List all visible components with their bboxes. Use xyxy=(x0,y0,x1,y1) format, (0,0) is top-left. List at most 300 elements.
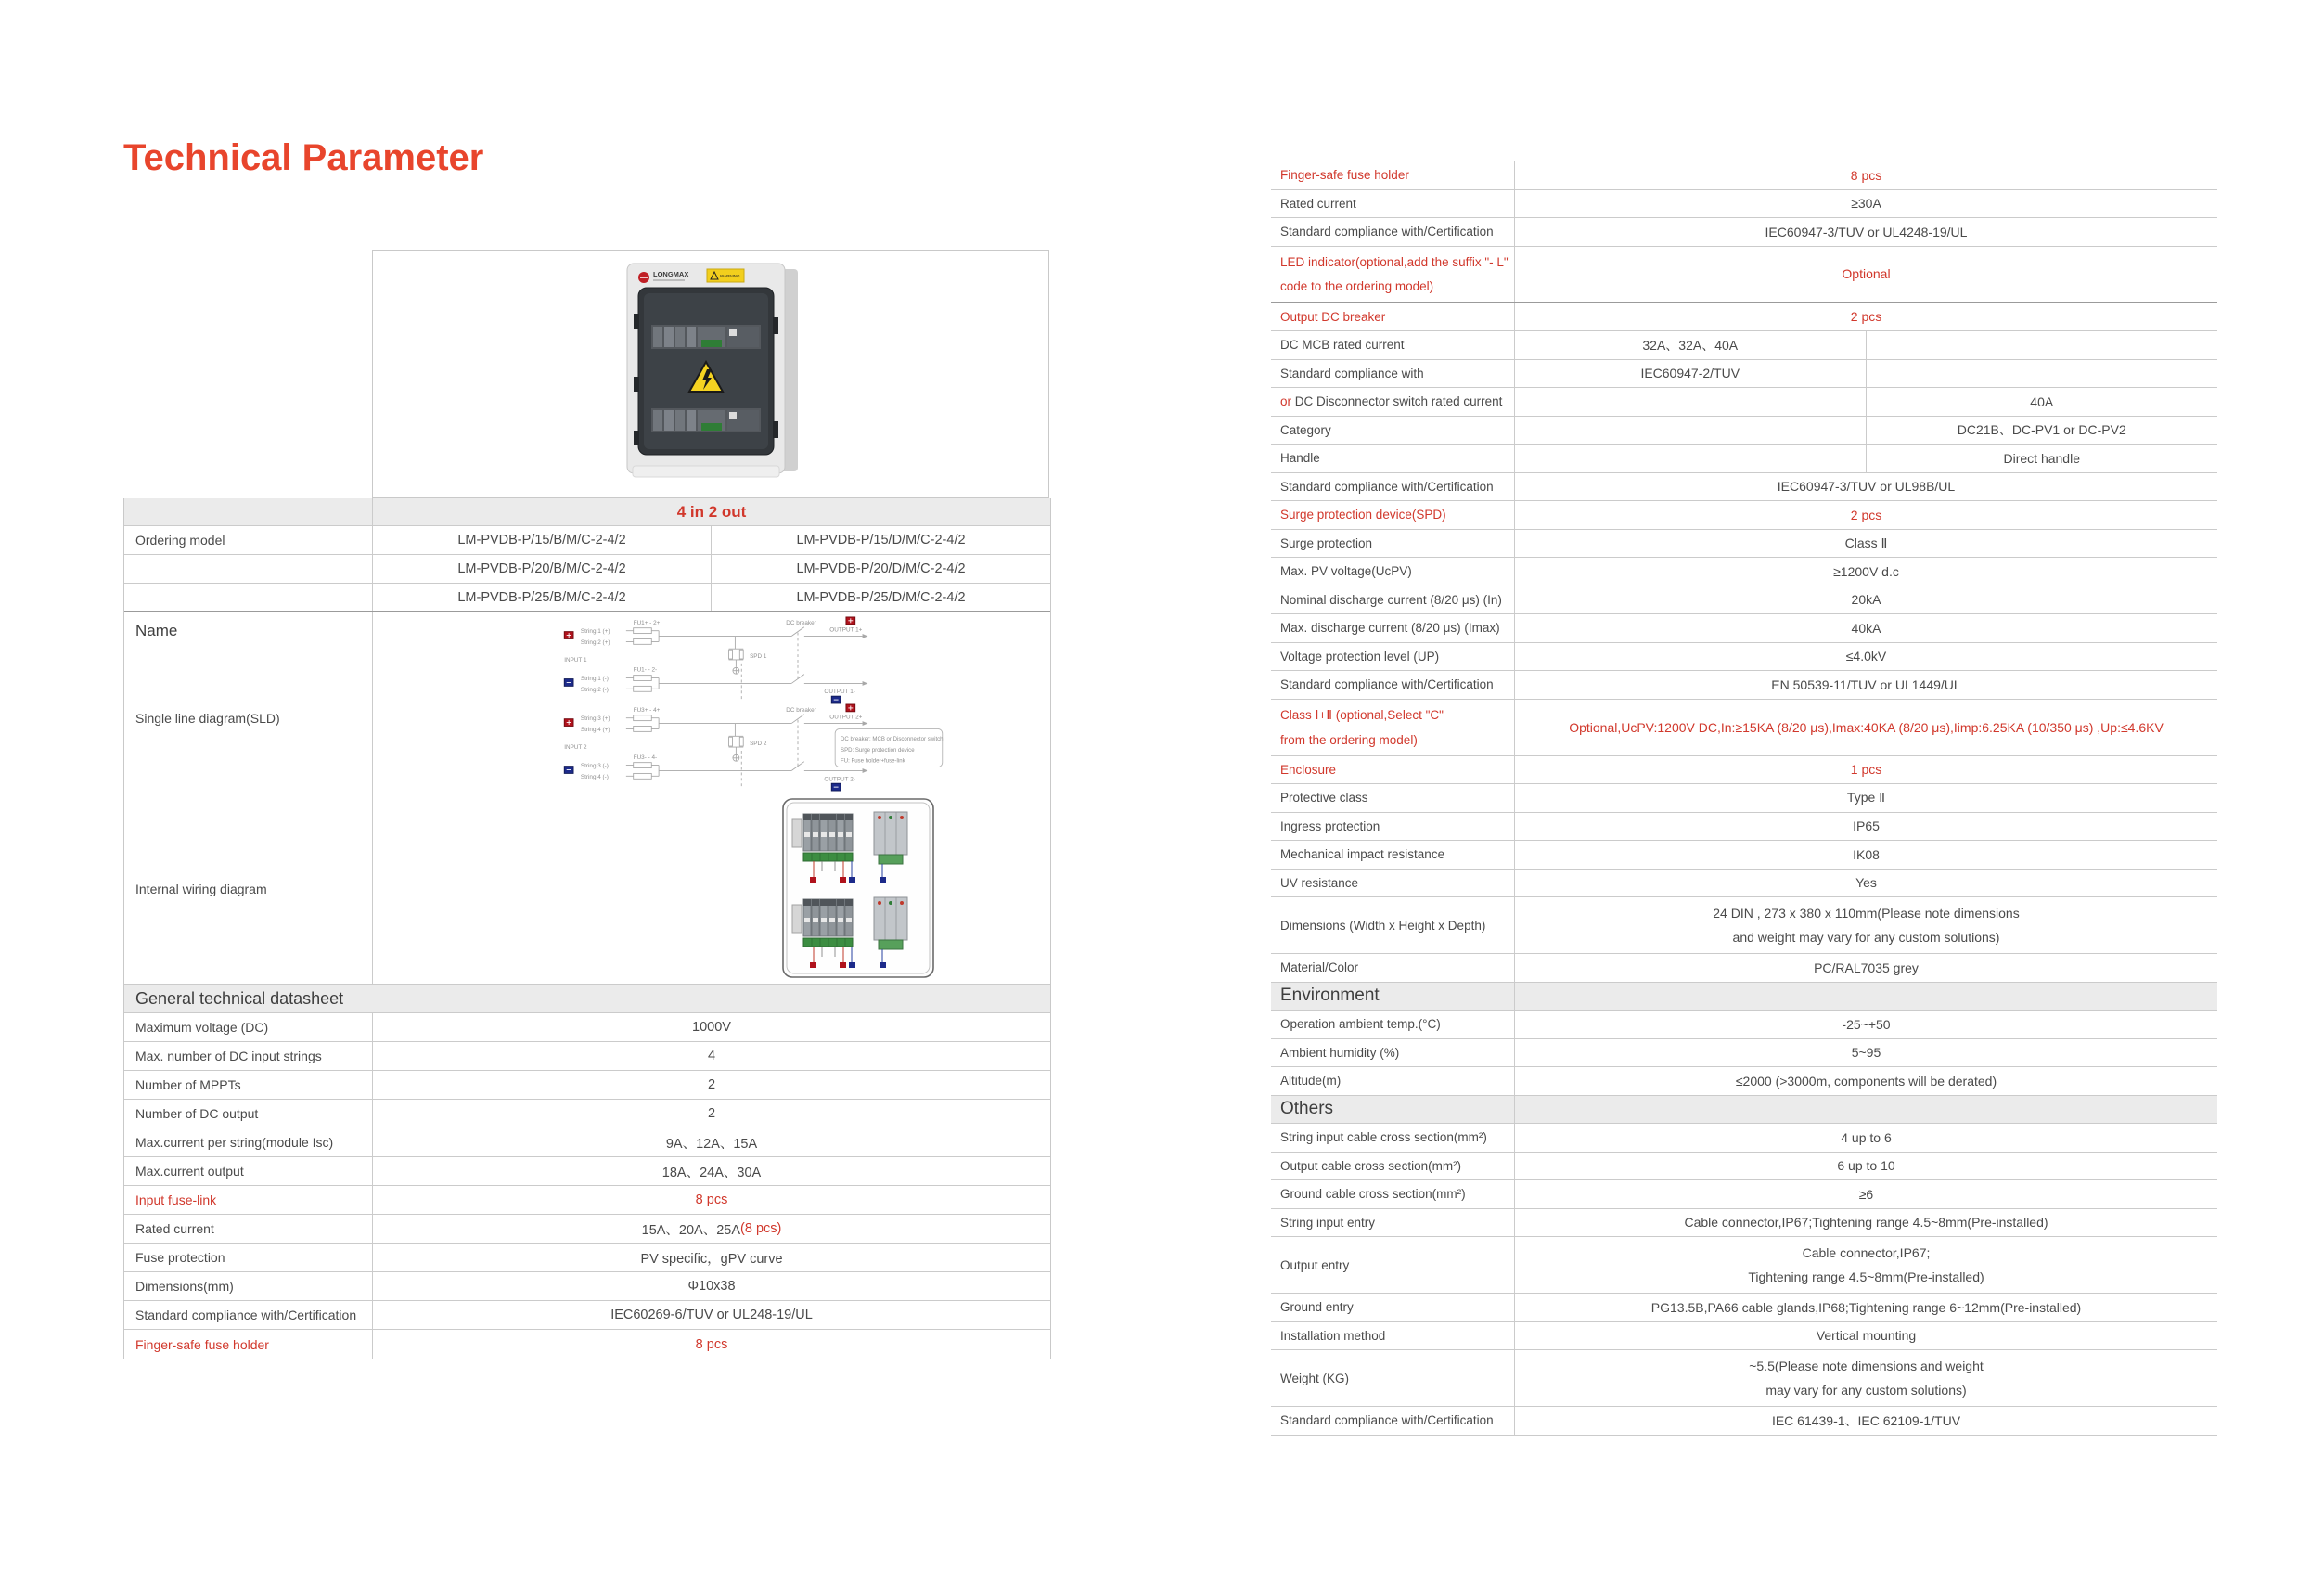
sld-input-group-1 xyxy=(564,617,867,703)
spec-label xyxy=(1271,870,1515,897)
spec-row xyxy=(1271,983,2217,1012)
spec-label-main: Standard compliance with/Certification xyxy=(1280,677,1494,692)
sld-output-pos-label: OUTPUT 2+ xyxy=(829,714,863,721)
spec-label xyxy=(1271,1180,1515,1208)
spec-label xyxy=(1271,218,1515,246)
spec-label xyxy=(1271,1322,1515,1350)
spec-row xyxy=(124,1244,1050,1272)
spec-label-main: Ground entry xyxy=(1280,1300,1354,1315)
spec-row xyxy=(1271,331,2217,360)
sld-spd-label: SPD 2 xyxy=(750,741,767,748)
sld-diagram xyxy=(559,614,948,792)
spec-value xyxy=(373,1244,1050,1271)
spec-label xyxy=(1271,813,1515,841)
spec-label-main: Class Ⅰ+Ⅱ (optional,Select "C" xyxy=(1280,707,1444,722)
breaker-row-bottom xyxy=(651,408,761,432)
spec-value-text: 2 pcs xyxy=(1850,507,1882,522)
spec-label-main: Max. PV voltage(UcPV) xyxy=(1280,564,1412,579)
spec-label-text xyxy=(1280,1300,1514,1314)
spec-value-text: Φ10x38 xyxy=(687,1279,736,1294)
sld-string-label: String 4 (+) xyxy=(580,726,610,733)
spec-label-text xyxy=(1280,1074,1514,1088)
spec-value-text: 24 DIN , 273 x 380 x 110mm(Please note dimensions xyxy=(1713,906,2020,921)
spec-label-text xyxy=(1280,451,1514,465)
product-table xyxy=(123,250,1051,1359)
spec-label-text xyxy=(1280,367,1514,380)
spec-label xyxy=(1271,247,1515,302)
spec-label-main: String input entry xyxy=(1280,1215,1376,1230)
spec-value xyxy=(373,1215,1050,1243)
spec-row xyxy=(1271,1322,2217,1351)
spec-row xyxy=(1271,1153,2217,1181)
sld-string-label: String 4 (-) xyxy=(580,773,609,780)
spec-value-text: 2 xyxy=(707,1077,716,1092)
spec-value xyxy=(1515,1350,2217,1406)
spec-value-text: 32A、32A、40A xyxy=(1642,337,1739,353)
spec-label-main: Altitude(m) xyxy=(1280,1074,1342,1089)
spec-label xyxy=(1271,331,1515,359)
spec-row xyxy=(1271,756,2217,785)
spec-label xyxy=(1271,360,1515,388)
spec-value-text: Optional,UcPV:1200V DC,In:≥15KA (8/20 μs),Imax:40KA (8/20 μs),Iimp:6.25KA (10/350 μs) ,Up:≤4.6KV xyxy=(1569,719,2164,735)
spec-value-left xyxy=(1515,417,1867,445)
spec-label xyxy=(1271,1153,1515,1180)
spec-row xyxy=(1271,417,2217,445)
spec-label xyxy=(1271,1124,1515,1152)
spec-row xyxy=(1271,586,2217,615)
spec-value-text: PV specific，gPV curve xyxy=(640,1251,783,1267)
spec-value-text: 18A、24A、30A xyxy=(661,1165,762,1180)
spec-value-suffix: (8 pcs) xyxy=(740,1221,782,1236)
spec-label-main: String input cable cross section(mm²) xyxy=(1280,1130,1487,1145)
spec-row xyxy=(1271,161,2217,190)
spec-value-left xyxy=(1515,360,1867,388)
spec-label xyxy=(1271,897,1515,953)
spec-label-text xyxy=(1280,1258,1514,1272)
spec-value-text: 8 pcs xyxy=(1850,167,1882,183)
spec-value xyxy=(373,1071,1050,1099)
sld-label: Single line diagram(SLD) xyxy=(135,711,280,726)
ordering-model-value: LM-PVDB-P/25/D/M/C-2-4/2 xyxy=(796,589,966,605)
spec-label-text: Rated current xyxy=(135,1221,214,1236)
sld-row xyxy=(124,612,1050,793)
section-title: Others xyxy=(1280,1099,1334,1119)
spec-row xyxy=(1271,1237,2217,1294)
spec-value xyxy=(1515,870,2217,897)
spec-value xyxy=(1515,530,2217,558)
spec-value-line2: may vary for any custom solutions) xyxy=(1765,1383,1967,1398)
spec-label xyxy=(124,1157,373,1185)
spec-value xyxy=(1515,1180,2217,1208)
ordering-model-value: LM-PVDB-P/20/B/M/C-2-4/2 xyxy=(373,555,712,583)
sld-string-label: String 3 (+) xyxy=(580,715,610,723)
spec-row xyxy=(1271,1350,2217,1407)
spec-label-main: Surge protection device(SPD) xyxy=(1280,508,1446,522)
spec-value xyxy=(1515,586,2217,614)
name-label: Name xyxy=(135,622,178,639)
spec-value xyxy=(373,1301,1050,1329)
spec-label-main: Ground cable cross section(mm²) xyxy=(1280,1187,1466,1202)
sld-output-neg-label: OUTPUT 1- xyxy=(824,689,855,696)
spec-label xyxy=(1271,614,1515,642)
spec-value-text: 2 xyxy=(707,1106,716,1121)
spec-value-text: Cable connector,IP67; xyxy=(1802,1245,1931,1260)
spec-value xyxy=(373,1186,1050,1214)
spec-row xyxy=(1271,1180,2217,1209)
spec-value-right xyxy=(1867,417,2218,445)
spec-row xyxy=(124,1272,1050,1301)
spec-value xyxy=(1515,1011,2217,1038)
spec-row xyxy=(124,1042,1050,1071)
spec-label-text xyxy=(1280,536,1514,550)
spec-label-text xyxy=(1280,1017,1514,1031)
spec-value xyxy=(1515,1153,2217,1180)
model-header-spacer xyxy=(124,498,373,525)
spec-label-text: Dimensions(mm) xyxy=(135,1279,234,1294)
spec-label xyxy=(1271,841,1515,869)
spec-label xyxy=(1271,586,1515,614)
spec-label xyxy=(1271,756,1515,784)
spec-label xyxy=(124,1272,373,1300)
spec-value-text: Type Ⅱ xyxy=(1846,790,1886,805)
spec-label-main: Standard compliance with/Certification xyxy=(1280,1413,1494,1428)
spec-label-main: Finger-safe fuse holder xyxy=(1280,168,1409,183)
spec-row xyxy=(124,1157,1050,1186)
spec-label-main: Operation ambient temp.(°C) xyxy=(1280,1017,1441,1032)
spec-label-main: Ingress protection xyxy=(1280,818,1380,833)
spec-value xyxy=(1515,1294,2217,1321)
spec-value-text: Vertical mounting xyxy=(1816,1328,1917,1344)
spec-value-text: IP65 xyxy=(1853,818,1880,834)
spec-label-text xyxy=(1280,1159,1514,1173)
spec-label-text xyxy=(1280,394,1514,408)
spec-label-main: Enclosure xyxy=(1280,762,1337,777)
spec-value-text: 20kA xyxy=(1851,592,1881,608)
spec-value-text: 15A、20A、25A xyxy=(641,1222,741,1238)
spec-value xyxy=(1515,614,2217,642)
spec-label xyxy=(1271,1407,1515,1435)
spec-value xyxy=(1515,756,2217,784)
spec-label-text: Fuse protection xyxy=(135,1250,225,1265)
ordering-model-label: Ordering model xyxy=(124,526,373,554)
spec-label xyxy=(124,1186,373,1214)
spec-row xyxy=(1271,870,2217,898)
spec-label xyxy=(1271,671,1515,699)
spec-row xyxy=(1271,445,2217,473)
spec-label xyxy=(124,1100,373,1128)
spec-value xyxy=(1515,161,2217,189)
spec-row xyxy=(1271,1011,2217,1039)
spec-value-text: 8 pcs xyxy=(695,1192,728,1207)
spec-label-text xyxy=(1280,564,1514,578)
spec-label xyxy=(1271,1067,1515,1095)
spec-label-text xyxy=(1280,763,1514,777)
spec-value xyxy=(1515,247,2217,302)
spec-label-text xyxy=(1280,1329,1514,1343)
spec-row xyxy=(1271,1407,2217,1436)
spec-value xyxy=(373,1157,1050,1185)
spec-value-text: IEC 61439-1、IEC 62109-1/TUV xyxy=(1771,1412,1961,1428)
ordering-model-value: LM-PVDB-P/25/B/M/C-2-4/2 xyxy=(373,584,712,611)
spec-label xyxy=(1271,1294,1515,1321)
spec-value-text: ~5.5(Please note dimensions and weight xyxy=(1749,1359,1984,1373)
spec-label-text: Finger-safe fuse holder xyxy=(135,1336,269,1352)
spec-label-text xyxy=(1280,876,1514,890)
spec-label-text xyxy=(1280,225,1514,238)
spec-value-text: IK08 xyxy=(1853,846,1880,862)
spec-row xyxy=(1271,388,2217,417)
sld-legend xyxy=(835,728,943,767)
spec-value xyxy=(373,1272,1050,1300)
spec-label-text xyxy=(1280,593,1514,607)
spec-label-text: Max. number of DC input strings xyxy=(135,1049,322,1063)
spec-label xyxy=(1271,190,1515,218)
spec-value xyxy=(373,1013,1050,1041)
sld-string-label: String 1 (+) xyxy=(580,628,610,636)
sld-spd-label: SPD 1 xyxy=(750,653,767,661)
spec-label-line2: code to the ordering model) xyxy=(1280,278,1434,293)
spec-row xyxy=(1271,473,2217,502)
spec-value-text: IEC60947-3/TUV or UL4248-19/UL xyxy=(1765,224,1968,239)
ordering-model-row xyxy=(124,555,1050,584)
spec-label xyxy=(1271,643,1515,671)
datasheet-section-header: General technical datasheet xyxy=(124,985,1050,1013)
spec-value-text: ≥1200V d.c xyxy=(1833,563,1899,579)
spec-label xyxy=(124,1013,373,1041)
warning-sticker-text: WARNING xyxy=(720,274,740,278)
spec-label-text xyxy=(1280,1372,1514,1385)
sld-output-pos-label: OUTPUT 1+ xyxy=(829,626,863,634)
spec-label-main: Output entry xyxy=(1280,1257,1350,1272)
datasheet-rows xyxy=(124,1013,1050,1359)
spec-label-main: Nominal discharge current (8/20 μs) (In) xyxy=(1280,592,1502,607)
spec-row xyxy=(1271,841,2217,870)
spec-label-text xyxy=(1280,791,1514,805)
spec-value-text: 40kA xyxy=(1851,620,1881,636)
spec-value xyxy=(373,1128,1050,1156)
spec-value-text: 4 up to 6 xyxy=(1841,1129,1892,1145)
ordering-model-value: LM-PVDB-P/15/B/M/C-2-4/2 xyxy=(373,526,712,554)
spec-value-split xyxy=(1515,331,2217,359)
spec-value-left xyxy=(1515,445,1867,472)
spec-value-split xyxy=(1515,360,2217,388)
spec-row xyxy=(1271,1209,2217,1238)
spec-label xyxy=(1271,558,1515,586)
spec-label xyxy=(1271,303,1515,331)
spec-value-text: IEC60947-3/TUV or UL98B/UL xyxy=(1777,479,1956,495)
spec-label-text xyxy=(1280,310,1514,324)
spec-value-text: 1 pcs xyxy=(1850,762,1882,778)
spec-label xyxy=(124,1042,373,1070)
spec-label-main: Output DC breaker xyxy=(1280,309,1386,324)
spec-value-text: PC/RAL7035 grey xyxy=(1814,960,1919,975)
spec-value xyxy=(1515,784,2217,812)
spec-value xyxy=(1515,954,2217,982)
spec-label-main: Protective class xyxy=(1280,791,1368,805)
model-header-row xyxy=(124,498,1050,526)
spec-row xyxy=(124,1186,1050,1215)
spec-row xyxy=(1271,247,2217,303)
spec-label xyxy=(1271,784,1515,812)
spec-value xyxy=(1515,1322,2217,1350)
spec-value-split xyxy=(1515,445,2217,472)
spec-row xyxy=(1271,558,2217,586)
sld-fuse-neg-label: FU3- - 4- xyxy=(633,754,658,761)
sld-output-neg-label: OUTPUT 2- xyxy=(824,776,855,783)
spec-label xyxy=(1271,1237,1515,1293)
spec-value-text: IEC60269-6/TUV or UL248-19/UL xyxy=(610,1308,813,1322)
spec-value-text: 2 pcs xyxy=(1850,309,1882,325)
spec-value-text: IEC60947-2/TUV xyxy=(1640,366,1740,381)
spec-value-text: DC21B、DC-PV1 or DC-PV2 xyxy=(1957,422,2126,438)
spec-value-text: ≤4.0kV xyxy=(1845,649,1887,664)
product-table-body xyxy=(123,498,1051,1359)
spec-value xyxy=(1515,1209,2217,1237)
spec-row xyxy=(1271,1039,2217,1068)
spec-value-text: 5~95 xyxy=(1851,1045,1881,1061)
product-photo-cell xyxy=(372,250,1049,498)
spec-label-text xyxy=(1280,960,1514,974)
spec-label xyxy=(124,1215,373,1243)
spec-label-text xyxy=(1280,1216,1514,1230)
ordering-model-row xyxy=(124,526,1050,555)
spec-value xyxy=(373,1100,1050,1128)
spec-value-text: PG13.5B,PA66 cable glands,IP68;Tightening range 6~12mm(Pre-installed) xyxy=(1650,1299,2082,1315)
spec-value xyxy=(373,1042,1050,1070)
spec-label xyxy=(1271,1350,1515,1406)
spec-row xyxy=(1271,700,2217,756)
spec-value-text: ≥30A xyxy=(1851,196,1881,212)
spec-label xyxy=(1271,388,1515,416)
spec-row xyxy=(1271,530,2217,559)
ordering-model-row xyxy=(124,584,1050,612)
sld-legend-line: FU: Fuse holder+fuse-link xyxy=(841,758,905,765)
spec-value-text: 9A、12A、15A xyxy=(665,1136,758,1152)
spec-row xyxy=(1271,671,2217,700)
spec-value-left xyxy=(1515,331,1867,359)
spec-label xyxy=(1271,530,1515,558)
spec-label-main: Mechanical impact resistance xyxy=(1280,847,1445,862)
sld-input-group-2 xyxy=(564,704,867,791)
spec-row xyxy=(1271,1124,2217,1153)
spec-value xyxy=(1515,1237,2217,1293)
spec-value xyxy=(1515,501,2217,529)
spec-value-text: -25~+50 xyxy=(1842,1016,1891,1032)
spec-label xyxy=(124,1330,373,1359)
spec-label-text xyxy=(1280,677,1514,691)
model-header-title: 4 in 2 out xyxy=(676,502,747,521)
spec-label-text: Maximum voltage (DC) xyxy=(135,1020,269,1035)
spec-value-text: Optional xyxy=(1842,266,1891,281)
spec-row xyxy=(1271,1067,2217,1096)
section-spacer xyxy=(1515,1096,2217,1124)
ordering-model-value: LM-PVDB-P/15/D/M/C-2-4/2 xyxy=(796,533,966,548)
brand-logo-text: LONGMAX xyxy=(653,270,689,278)
spec-label-text xyxy=(1280,819,1514,833)
spec-value-left xyxy=(1515,388,1867,416)
spec-label-main: Dimensions (Width x Height x Depth) xyxy=(1280,918,1486,933)
spec-value xyxy=(1515,1407,2217,1435)
spec-label-main: DC MCB rated current xyxy=(1280,338,1405,353)
spec-value xyxy=(1515,558,2217,586)
spec-value xyxy=(1515,1124,2217,1152)
spec-label-text xyxy=(1280,480,1514,494)
spec-label xyxy=(1271,501,1515,529)
sld-string-label: String 3 (-) xyxy=(580,763,609,770)
spec-label-text xyxy=(1280,919,1514,933)
spec-value xyxy=(1515,1039,2217,1067)
spec-value xyxy=(1515,813,2217,841)
product-photo xyxy=(590,258,831,486)
spec-row xyxy=(124,1071,1050,1100)
spec-label-text xyxy=(1280,1046,1514,1060)
sld-legend-line: DC breaker: MCB or Disconnector switch xyxy=(841,737,944,743)
section-title: Environment xyxy=(1280,986,1380,1006)
spec-label xyxy=(1271,954,1515,982)
spec-row xyxy=(124,1330,1050,1359)
spec-value xyxy=(1515,897,2217,953)
spec-label-main: UV resistance xyxy=(1280,875,1359,890)
spec-label-main: Voltage protection level (UP) xyxy=(1280,649,1440,664)
spec-label-text xyxy=(1280,168,1514,182)
spec-row xyxy=(1271,614,2217,643)
spec-row xyxy=(1271,501,2217,530)
wiring-label: Internal wiring diagram xyxy=(124,793,373,984)
ordering-model-label xyxy=(124,555,373,583)
spec-label-text: Max.current per string(module Isc) xyxy=(135,1135,334,1150)
spec-label xyxy=(124,1244,373,1271)
sld-row-label xyxy=(124,612,373,792)
spec-label xyxy=(124,1301,373,1329)
spec-row xyxy=(1271,190,2217,219)
spec-label-main: Weight (KG) xyxy=(1280,1371,1350,1385)
sld-fuse-pos-label: FU1+ - 2+ xyxy=(633,619,661,626)
spec-value-text: Class Ⅱ xyxy=(1844,535,1888,550)
spec-value xyxy=(373,1330,1050,1359)
spec-label xyxy=(1271,1011,1515,1038)
spec-value xyxy=(1515,473,2217,501)
spec-value xyxy=(1515,303,2217,331)
spec-label-text: Number of DC output xyxy=(135,1106,259,1121)
spec-value xyxy=(1515,671,2217,699)
spec-label-text: Standard compliance with/Certification xyxy=(135,1308,357,1322)
sld-string-label: String 2 (-) xyxy=(580,686,609,693)
spec-label-text xyxy=(1280,255,1514,269)
spec-value-right xyxy=(1867,388,2218,416)
spec-label-text xyxy=(1280,338,1514,352)
spec-value-right xyxy=(1867,360,2218,388)
spec-label xyxy=(124,1128,373,1156)
ordering-model-label xyxy=(124,584,373,611)
spec-row xyxy=(124,1301,1050,1330)
spec-label-line2: from the ordering model) xyxy=(1280,732,1418,747)
spec-label-text xyxy=(1280,708,1514,723)
spec-label-text xyxy=(1280,423,1514,437)
spec-row xyxy=(1271,218,2217,247)
spec-value-text: 40A xyxy=(2030,393,2054,409)
spec-value xyxy=(1515,841,2217,869)
spec-row xyxy=(124,1100,1050,1128)
spec-value-right xyxy=(1867,331,2218,359)
spec-label xyxy=(1271,473,1515,501)
sld-input-label: INPUT 1 xyxy=(564,656,587,664)
spec-row xyxy=(124,1013,1050,1042)
spec-value-split xyxy=(1515,417,2217,445)
spec-value-text: 4 xyxy=(707,1049,716,1063)
spec-row xyxy=(1271,360,2217,389)
spec-label-prefix: or xyxy=(1280,394,1295,409)
spec-row xyxy=(1271,1294,2217,1322)
